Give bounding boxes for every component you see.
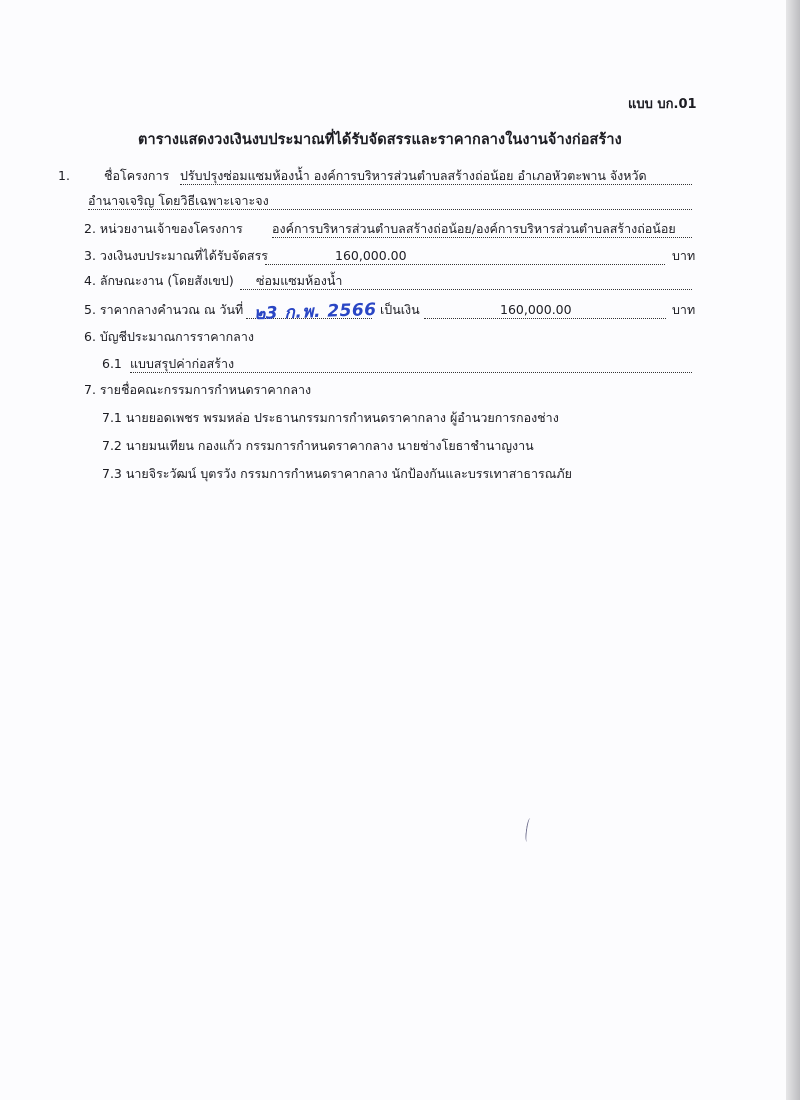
item6-sub-number: 6.1 <box>102 356 122 371</box>
item5-label: 5. ราคากลางคำนวณ ณ วันที่ <box>84 302 244 317</box>
item6-label: 6. บัญชีประมาณการราคากลาง <box>84 329 254 344</box>
committee-member: 7.3 นายจิระวัฒน์ บุตรวัง กรรมการกำหนดราคากลาง นักป้องกันและบรรเทาสาธารณภัย <box>102 466 572 481</box>
item6-sub-value <box>130 356 692 373</box>
item3-value <box>265 248 665 265</box>
item2-value <box>272 221 692 238</box>
form-code: แบบ บก.01 <box>628 97 697 112</box>
item2-label: 2. หน่วยงานเจ้าของโครงการ <box>84 221 243 236</box>
work-description: ซ่อมแซมห้องน้ำ <box>240 273 692 290</box>
project-name-cont: อำนาจเจริญ โดยวิธีเฉพาะเจาะจง <box>88 193 692 210</box>
budget-amount: 160,000.00 <box>265 248 665 265</box>
median-price: 160,000.00 <box>424 302 666 319</box>
item4-value <box>240 273 692 290</box>
item7-label: 7. รายชื่อคณะกรรมการกำหนดราคากลาง <box>84 382 312 397</box>
cost-summary-form: แบบสรุปค่าก่อสร้าง <box>130 356 692 373</box>
committee-member: 7.2 นายมนเทียน กองแก้ว กรรมการกำหนดราคากลาง นายช่างโยธาชำนาญงาน <box>102 438 534 453</box>
item3-unit: บาท <box>672 248 696 263</box>
committee-member: 7.1 นายยอดเพชร พรมหล่อ ประธานกรรมการกำหนดราคากลาง ผู้อำนวยการกองช่าง <box>102 410 559 425</box>
pen-mark <box>524 818 532 842</box>
item5-unit: บาท <box>672 302 696 317</box>
item5-amount-label: เป็นเงิน <box>380 302 420 317</box>
item1-value-line2 <box>88 193 692 210</box>
item3-label: 3. วงเงินงบประมาณที่ได้รับจัดสรร <box>84 248 268 263</box>
handwritten-date: ๒3 ก.พ. 2566 <box>253 299 377 325</box>
owner-agency: องค์การบริหารส่วนตำบลสร้างถ่อน้อย/องค์การบริหารส่วนตำบลสร้างถ่อน้อย <box>272 221 692 238</box>
item4-label: 4. ลักษณะงาน (โดยสังเขป) <box>84 273 234 288</box>
item1-number: 1. <box>58 168 70 183</box>
page-edge-shadow <box>786 0 800 1100</box>
item1-label: ชื่อโครงการ <box>104 168 170 183</box>
project-name: ปรับปรุงซ่อมแซมห้องน้ำ องค์การบริหารส่วนตำบลสร้างถ่อน้อย อำเภอหัวตะพาน จังหวัด <box>180 168 692 185</box>
document-title: ตารางแสดงวงเงินงบประมาณที่ได้รับจัดสรรและราคากลางในงานจ้างก่อสร้าง <box>138 132 622 148</box>
item5-value <box>424 302 666 319</box>
item1-value-line1 <box>180 168 692 185</box>
